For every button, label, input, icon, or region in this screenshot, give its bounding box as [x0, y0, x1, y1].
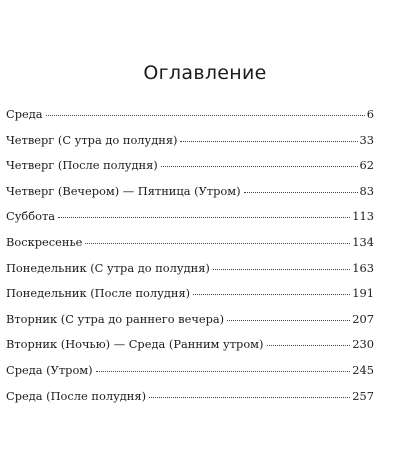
toc-entry-page: 33 — [359, 132, 374, 147]
toc-entry-page: 83 — [359, 183, 374, 198]
toc-entry — [6, 133, 374, 159]
toc-entry — [6, 337, 374, 363]
toc-dot-leader — [193, 294, 350, 295]
toc-title: Оглавление — [143, 62, 267, 84]
toc-entry — [6, 363, 374, 389]
toc-entry-label: Среда — [6, 107, 43, 121]
toc-entry-page: 245 — [352, 362, 374, 377]
toc-entry — [6, 209, 374, 235]
toc-dot-leader — [149, 397, 350, 398]
toc-entry-label: Воскресенье — [6, 234, 83, 249]
toc-entry-label: Вторник (С утра до раннего вечера) — [6, 311, 225, 326]
toc-dot-leader — [161, 166, 358, 167]
toc-entry-page: 191 — [352, 286, 374, 301]
toc-dot-leader — [180, 141, 357, 142]
toc-entry — [6, 312, 374, 338]
toc-entry-page: 207 — [352, 311, 374, 326]
toc-entry-label: Вторник (Ночью) — Среда (Ранним утром) — [6, 337, 264, 352]
toc-dot-leader — [244, 192, 358, 193]
toc-entry-label: Понедельник (С утра до полудня) — [6, 260, 210, 275]
toc-entry-page: 113 — [352, 209, 374, 224]
toc-entry-page: 230 — [352, 337, 374, 352]
toc-entry-label: Четверг (С утра до полудня) — [6, 132, 178, 147]
toc-dot-leader — [85, 243, 350, 244]
toc-dot-leader — [96, 371, 351, 372]
toc-dot-leader — [227, 320, 350, 321]
toc-entry — [6, 235, 374, 261]
toc-entry-label: Четверг (Вечером) — Пятница (Утром) — [6, 183, 241, 198]
toc-entry-page: 163 — [352, 260, 374, 275]
toc-entry-page: 257 — [352, 388, 374, 403]
toc-dot-leader — [213, 269, 350, 270]
toc-list — [6, 107, 374, 414]
toc-entry-label: Среда (После полудня) — [6, 388, 147, 403]
toc-entry-page: 6 — [366, 107, 374, 121]
toc-dot-leader — [267, 345, 351, 346]
toc-entry-label: Понедельник (После полудня) — [6, 286, 191, 301]
toc-entry-page: 134 — [352, 234, 374, 249]
toc-entry — [6, 261, 374, 287]
toc-entry-label: Суббота — [6, 209, 56, 224]
toc-dot-leader — [58, 217, 350, 218]
toc-entry-label: Среда (Утром) — [6, 362, 93, 377]
toc-entry-label: Четверг (После полудня) — [6, 158, 158, 173]
toc-entry — [6, 107, 374, 133]
toc-entry — [6, 158, 374, 184]
toc-entry — [6, 389, 374, 415]
toc-entry — [6, 286, 374, 312]
toc-dot-leader — [46, 115, 365, 116]
toc-entry — [6, 184, 374, 210]
toc-entry-page: 62 — [359, 158, 374, 173]
